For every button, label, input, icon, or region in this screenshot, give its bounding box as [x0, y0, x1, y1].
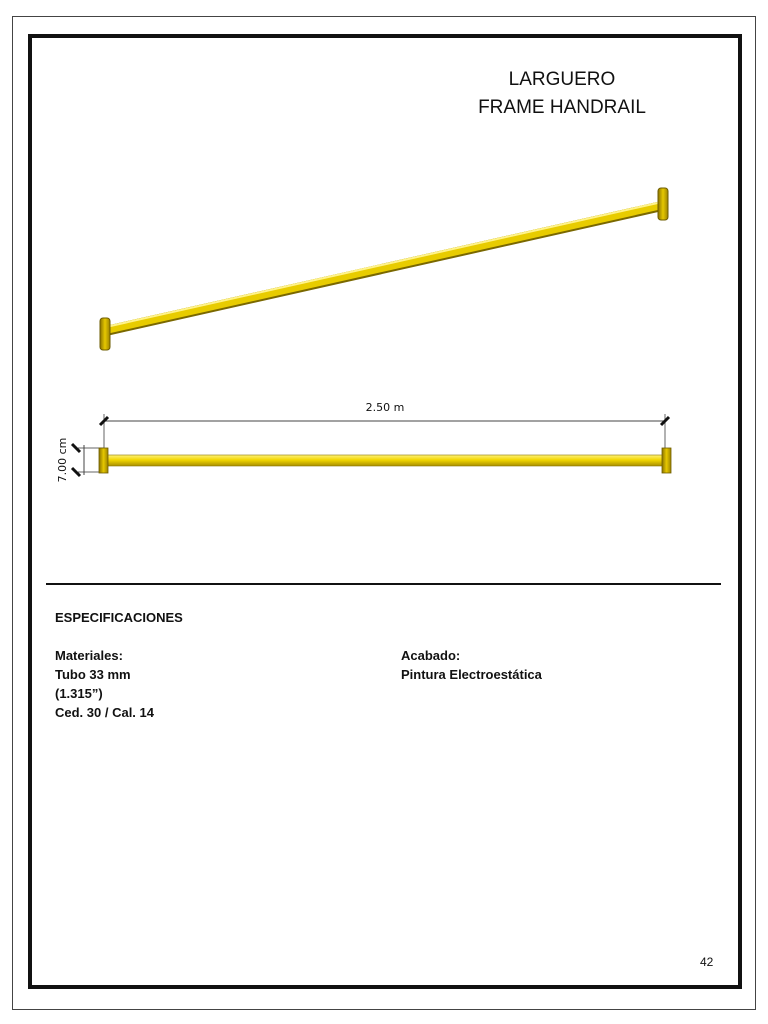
- section-divider: [46, 583, 721, 585]
- title-line-1: LARGUERO: [508, 69, 616, 90]
- length-dimension-label: 2.50 m: [365, 401, 405, 414]
- right-end-cap: [658, 188, 668, 220]
- finish-block: [401, 646, 542, 684]
- handrail-3d-view: [100, 188, 668, 350]
- height-dimension-label: 7.00 cm: [56, 437, 69, 483]
- left-end-cap: [100, 318, 110, 350]
- materials-line: Ced. 30 / Cal. 14: [55, 705, 154, 720]
- elevation-tube: [104, 455, 665, 466]
- materials-block: [55, 646, 154, 722]
- title-line-2: FRAME HANDRAIL: [478, 97, 646, 118]
- materials-line: (1.315”): [55, 686, 103, 701]
- specs-heading: ESPECIFICACIONES: [55, 610, 183, 625]
- materials-label: Materiales:: [55, 648, 123, 663]
- materials-line: Tubo 33 mm: [55, 667, 131, 682]
- page-number: 42: [700, 955, 714, 969]
- finish-label: Acabado:: [401, 648, 461, 663]
- handrail-elevation-view: [56, 401, 671, 482]
- finish-value: Pintura Electroestática: [401, 667, 542, 682]
